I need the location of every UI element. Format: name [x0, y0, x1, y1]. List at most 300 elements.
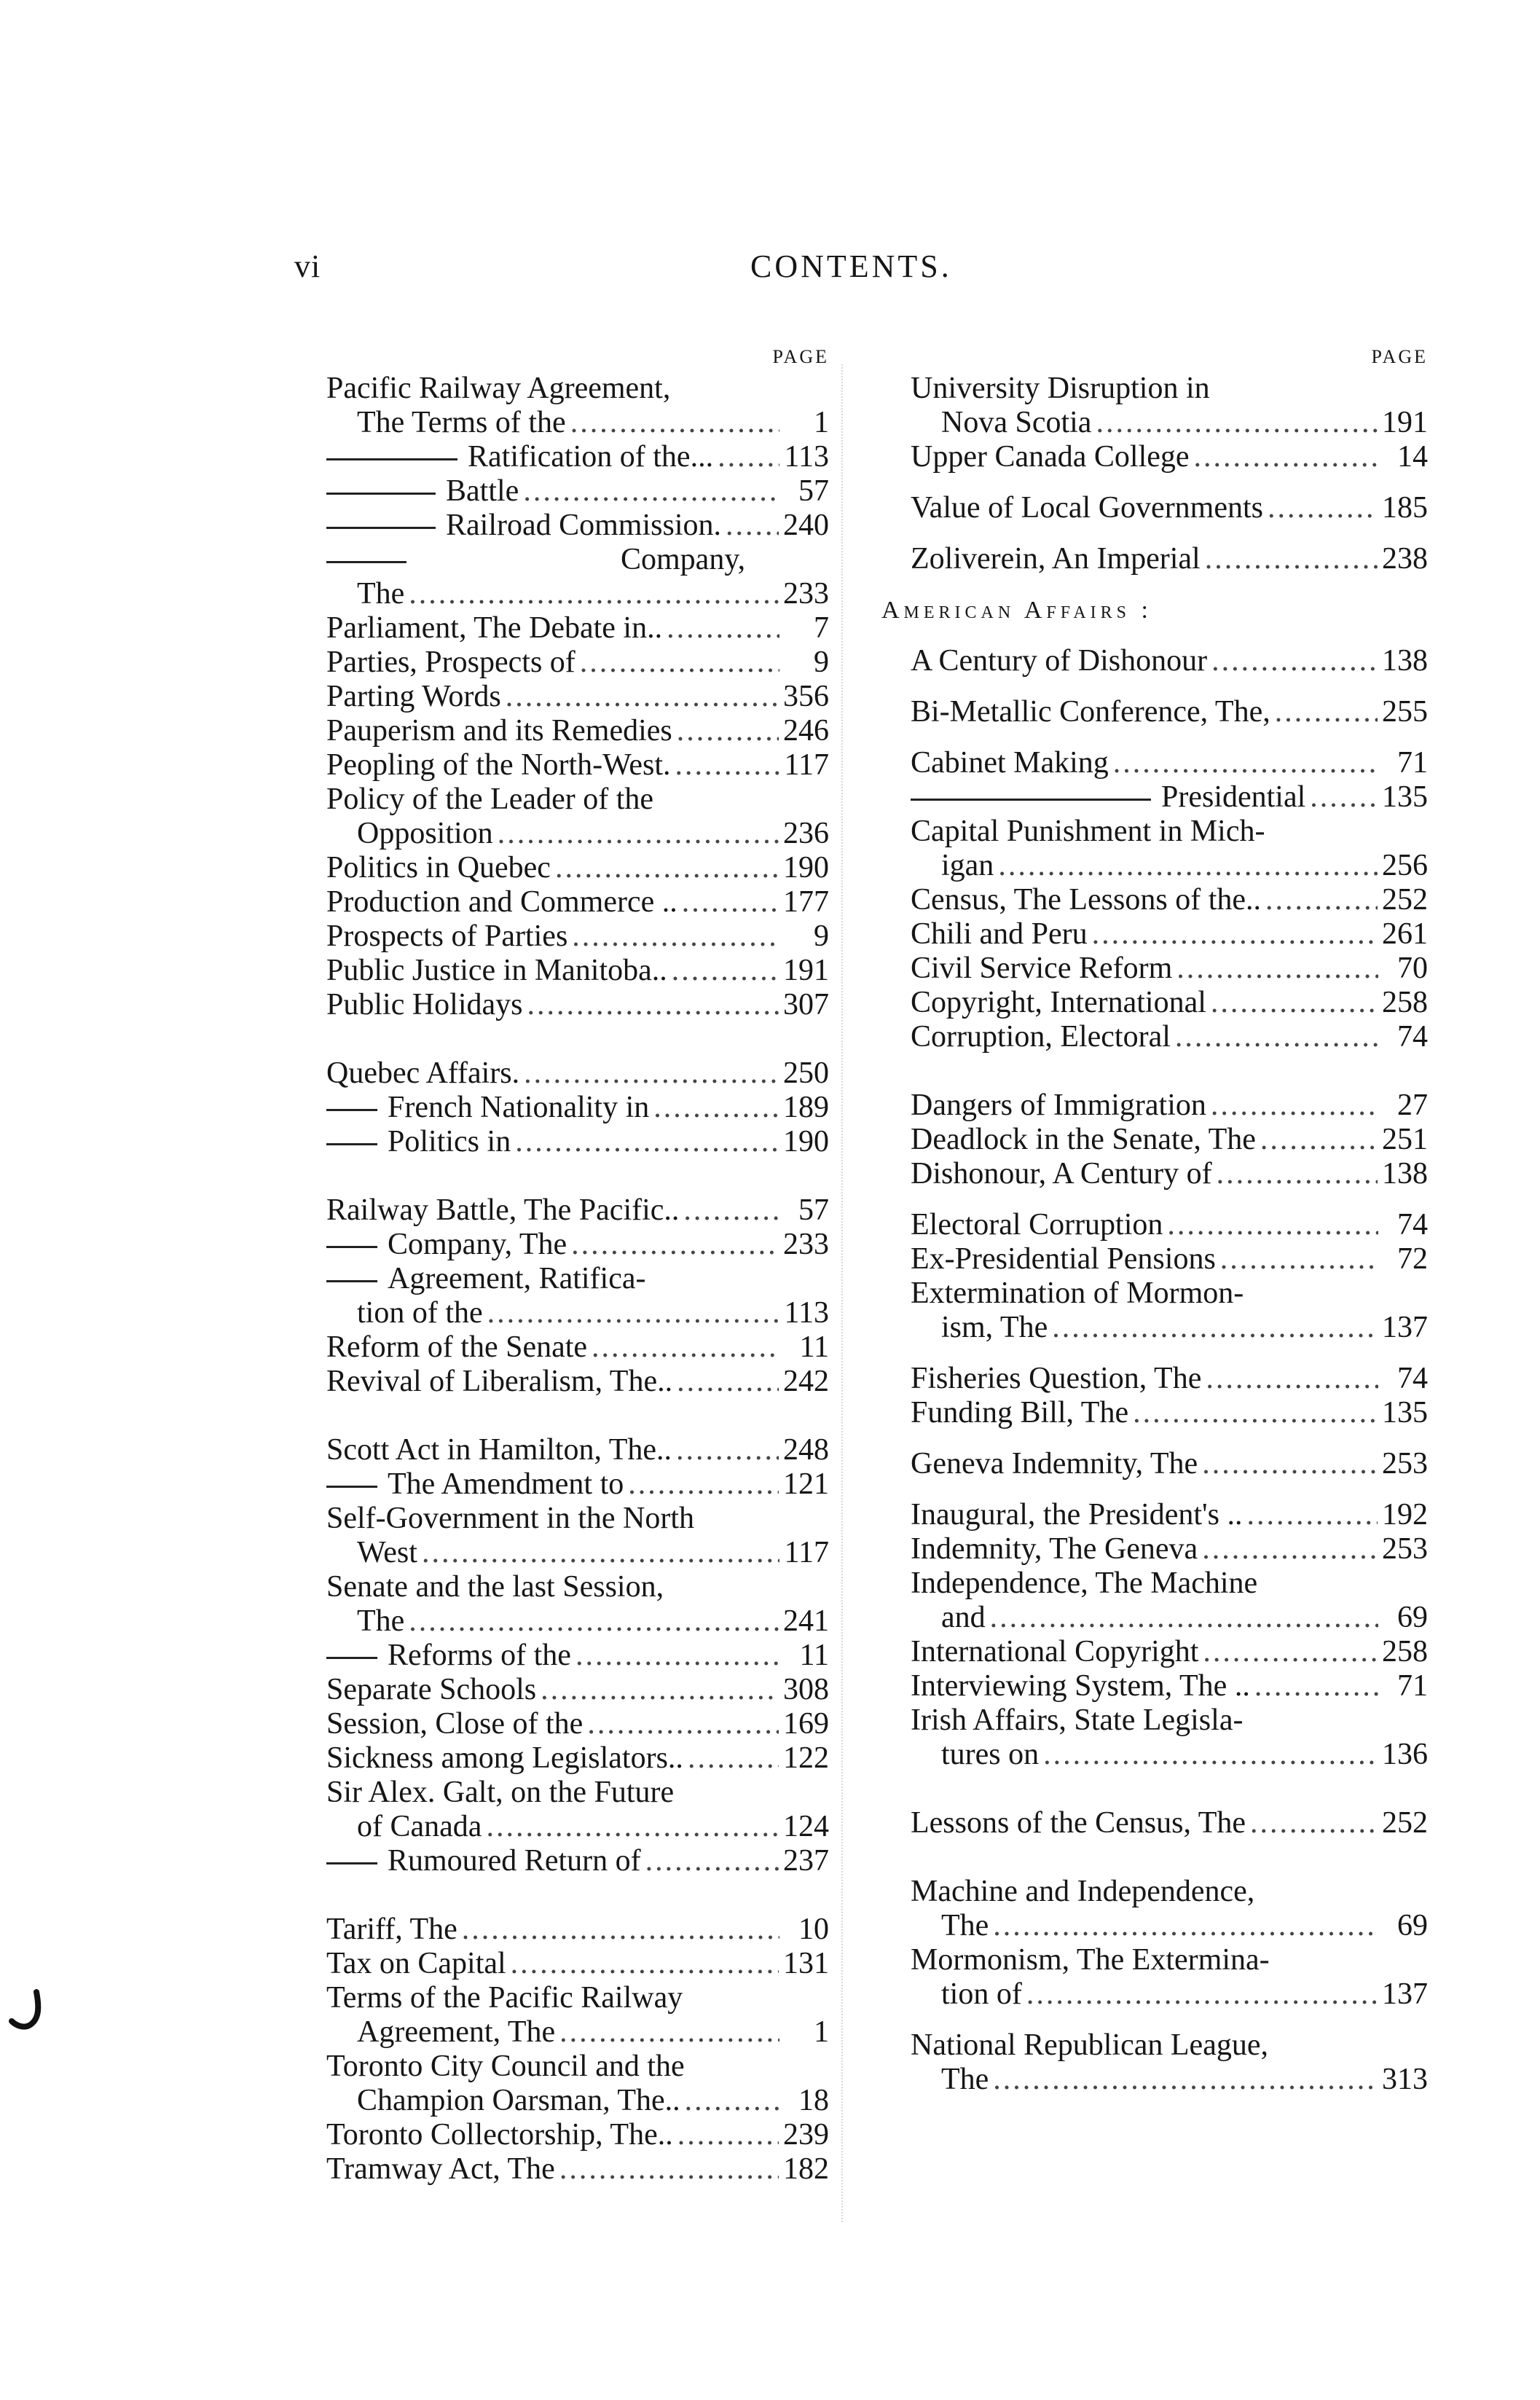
- ditto-dash: [326, 1246, 377, 1248]
- entry-page-number: 241: [783, 1604, 829, 1638]
- entry-label: [326, 1947, 506, 1981]
- entry-label: [326, 2084, 680, 2118]
- leader-dots: [675, 748, 779, 783]
- index-entry: [911, 1277, 1428, 1311]
- entry-title: Separate Schools: [326, 1673, 537, 1706]
- index-entry: [911, 986, 1428, 1020]
- entry-page-number: 169: [783, 1707, 829, 1741]
- index-entry: [326, 1228, 829, 1262]
- entry-label: [326, 1502, 694, 1536]
- leader-dots: [541, 1673, 779, 1707]
- leader-dots: [487, 1296, 779, 1330]
- entry-title: Geneva Indemnity, The: [911, 1447, 1198, 1481]
- entry-title: Extermination of Mormon-: [911, 1277, 1244, 1310]
- entry-title: Civil Service Reform: [911, 952, 1173, 985]
- entry-title: Parting Words: [326, 680, 501, 713]
- index-entry: [911, 952, 1428, 986]
- page-column-heading: PAGE: [772, 346, 829, 367]
- index-entry: [911, 1635, 1428, 1669]
- entry-label: [326, 885, 677, 919]
- entry-label: [326, 2050, 685, 2084]
- entry-title: Upper Canada College: [911, 440, 1190, 474]
- entry-title: Nova Scotia: [941, 406, 1092, 439]
- entry-title: igan: [941, 849, 994, 882]
- entry-title: Toronto Collectorship, The..: [326, 2118, 673, 2152]
- entry-spacer: [911, 1481, 1428, 1498]
- entry-label: [911, 1157, 1212, 1191]
- entry-page-number: 74: [1397, 1208, 1428, 1242]
- entry-label: [326, 440, 713, 474]
- index-entry: [911, 644, 1428, 678]
- leader-dots: [1260, 1123, 1378, 1157]
- leader-dots: [672, 954, 779, 988]
- index-entry: [326, 1707, 829, 1741]
- leader-dots: [1202, 1447, 1378, 1481]
- entry-label: [326, 919, 567, 954]
- entry-title: Policy of the Leader of the: [326, 783, 653, 816]
- index-entry: [326, 1502, 829, 1536]
- entry-title: Independence, The Machine: [911, 1566, 1258, 1600]
- index-entry: [326, 577, 829, 611]
- entry-label: [911, 406, 1091, 440]
- entry-label: [911, 883, 1261, 917]
- index-entry: [326, 646, 829, 680]
- index-entry: [326, 988, 829, 1022]
- index-entry: [326, 1810, 829, 1844]
- index-entry: [326, 1262, 829, 1296]
- entry-page-number: 182: [783, 2152, 829, 2186]
- entry-label: [911, 1669, 1250, 1703]
- index-entry: [326, 1947, 829, 1981]
- entry-label: [326, 1536, 417, 1570]
- entry-title: Prospects of Parties: [326, 919, 568, 953]
- entry-spacer: [911, 1840, 1428, 1875]
- entry-label: [911, 1242, 1216, 1277]
- entry-page-number: 137: [1382, 1311, 1428, 1344]
- entry-label: [326, 783, 653, 817]
- entry-title: Sir Alex. Galt, on the Future: [326, 1776, 675, 1809]
- leader-dots: [1096, 406, 1378, 440]
- index-entry: [326, 714, 829, 748]
- leader-dots: [571, 1228, 779, 1262]
- index-entry: [911, 883, 1428, 917]
- entry-page-number: 233: [783, 1228, 829, 1261]
- leader-dots: [486, 1810, 779, 1844]
- entry-title: Ex-Presidential Pensions: [911, 1242, 1216, 1276]
- index-entry: [326, 1091, 829, 1125]
- entry-page-number: 233: [783, 577, 829, 611]
- entry-title: Quebec Affairs.: [326, 1056, 520, 1090]
- entry-page-number: 131: [783, 1947, 829, 1980]
- index-entry: [326, 2015, 829, 2050]
- leader-dots: [683, 1193, 779, 1228]
- entry-title: Ratification of the...: [468, 440, 714, 474]
- entry-label: [911, 986, 1206, 1020]
- entry-page-number: 74: [1397, 1020, 1428, 1054]
- entry-label: [326, 2118, 673, 2152]
- entry-label: [911, 1396, 1128, 1430]
- entry-label: [911, 1875, 1254, 1909]
- leader-dots: [628, 1467, 779, 1502]
- entry-label: [326, 954, 667, 988]
- index-entry: [911, 917, 1428, 952]
- entry-page-number: 71: [1397, 1669, 1428, 1703]
- entry-title: University Disruption in: [911, 372, 1210, 405]
- entry-label: [326, 1673, 536, 1707]
- leader-dots: [1133, 1396, 1378, 1430]
- index-entry: [911, 1396, 1428, 1430]
- entry-title: International Copyright: [911, 1635, 1199, 1668]
- index-entry: [911, 2063, 1428, 2097]
- entry-page-number: 70: [1397, 952, 1428, 985]
- entry-page-number: 177: [783, 885, 829, 919]
- ditto-dash: [326, 1109, 377, 1111]
- entry-page-number: 185: [1382, 491, 1428, 525]
- entry-title: Senate and the last Session,: [326, 1570, 664, 1604]
- leader-dots: [645, 1844, 779, 1878]
- entry-label: [326, 646, 575, 680]
- entry-spacer: [911, 729, 1428, 746]
- entry-label: [326, 1570, 664, 1604]
- page-number: vi: [294, 248, 321, 284]
- leader-dots: [1265, 883, 1378, 917]
- leader-dots: [1176, 952, 1378, 986]
- entry-label: [326, 1433, 672, 1467]
- leader-dots: [1211, 644, 1378, 678]
- entry-page-number: 71: [1397, 746, 1428, 780]
- leader-dots: [1202, 1532, 1378, 1566]
- entry-page-number: 72: [1397, 1242, 1428, 1276]
- entry-label: [911, 1601, 986, 1635]
- entry-page-number: 191: [783, 954, 829, 987]
- index-entry: [326, 1056, 829, 1091]
- entry-title: Opposition: [357, 817, 493, 850]
- leader-dots: [677, 714, 779, 748]
- entry-title: Sickness among Legislators..: [326, 1741, 683, 1775]
- entry-label: [911, 491, 1263, 525]
- entry-title: Revival of Liberalism, The..: [326, 1365, 673, 1398]
- index-entry: [326, 406, 829, 440]
- index-entry: [911, 2028, 1428, 2063]
- entry-title: Public Justice in Manitoba..: [326, 954, 667, 987]
- entry-page-number: 57: [798, 1193, 829, 1227]
- entry-page-number: 138: [1382, 1157, 1428, 1191]
- entry-title: Chili and Peru: [911, 917, 1088, 951]
- entry-title: Value of Local Governments: [911, 491, 1264, 525]
- index-entry: [326, 1673, 829, 1707]
- entry-page-number: 124: [783, 1810, 829, 1843]
- entry-page-number: 74: [1397, 1362, 1428, 1395]
- ditto-dash: [326, 1862, 377, 1864]
- index-entry: [326, 851, 829, 885]
- leader-dots: [685, 2084, 779, 2118]
- entry-page-number: 248: [783, 1433, 829, 1467]
- entry-label: [326, 1844, 641, 1878]
- entry-title: National Republican League,: [911, 2028, 1268, 2062]
- entry-label: [911, 1738, 1039, 1772]
- entry-label: [326, 406, 566, 440]
- leader-dots: [1043, 1738, 1378, 1772]
- entry-page-number: 136: [1382, 1738, 1428, 1771]
- entry-page-number: 27: [1397, 1089, 1428, 1122]
- entry-title: French Nationality in: [388, 1091, 650, 1124]
- entry-page-number: 121: [783, 1467, 829, 1501]
- entry-label: [911, 1311, 1048, 1345]
- entry-title: Pauperism and its Remedies: [326, 714, 672, 748]
- entry-title: Bi-Metallic Conference, The,: [911, 695, 1270, 729]
- entry-label: [326, 509, 721, 543]
- entry-label: [911, 695, 1270, 729]
- index-entry: [911, 780, 1428, 815]
- entry-page-number: 191: [1382, 406, 1428, 439]
- entry-label: [326, 543, 745, 577]
- entry-page-number: 236: [783, 817, 829, 850]
- leader-dots: [587, 1707, 779, 1741]
- entry-title: Production and Commerce ..: [326, 885, 677, 919]
- index-column-right: [881, 342, 1428, 2097]
- margin-pencil-mark: [7, 1989, 58, 2033]
- entry-title: Public Holidays: [326, 988, 523, 1021]
- ditto-dash: [326, 561, 406, 563]
- ditto-dash: [326, 493, 436, 495]
- entry-title: Scott Act in Hamilton, The..: [326, 1433, 672, 1467]
- entry-label: [326, 611, 662, 646]
- entry-title: Tramway Act, The: [326, 2152, 555, 2186]
- index-entry: [326, 954, 829, 988]
- entry-label: [911, 1909, 989, 1943]
- entry-spacer: [911, 474, 1428, 491]
- index-entry: [911, 1157, 1428, 1191]
- entry-title: Irish Affairs, State Legisla-: [911, 1703, 1244, 1737]
- entry-page-number: 253: [1382, 1532, 1428, 1566]
- index-entry: [326, 1467, 829, 1502]
- leader-dots: [1206, 1362, 1378, 1396]
- entry-page-number: 356: [783, 680, 829, 713]
- leader-dots: [1026, 1977, 1378, 2012]
- index-entry: [911, 1020, 1428, 1054]
- entry-label: [911, 1362, 1201, 1396]
- entry-title: The Amendment to: [388, 1467, 624, 1501]
- leader-dots: [1175, 1020, 1378, 1054]
- entry-title: Champion Oarsman, The..: [357, 2084, 680, 2117]
- entry-label: [911, 440, 1190, 474]
- entry-page-number: 240: [783, 509, 829, 542]
- entry-spacer: [911, 1345, 1428, 1362]
- entry-title: Self-Government in the North: [326, 1502, 695, 1535]
- leader-dots: [677, 2118, 779, 2152]
- entry-page-number: 252: [1382, 883, 1428, 917]
- leader-dots: [524, 1056, 779, 1091]
- index-entry: [911, 1669, 1428, 1703]
- index-entry: [326, 1741, 829, 1776]
- entry-page-number: 258: [1382, 1635, 1428, 1668]
- entry-page-number: 255: [1382, 695, 1428, 729]
- leader-dots: [422, 1536, 779, 1570]
- entry-title: ism, The: [941, 1311, 1048, 1344]
- ditto-dash: [911, 799, 1151, 801]
- index-entry: [326, 440, 829, 474]
- entry-title: Reform of the Senate: [326, 1330, 588, 1364]
- entry-title: Railway Battle, The Pacific..: [326, 1193, 680, 1227]
- entry-label: [911, 917, 1088, 952]
- index-entry: [911, 1498, 1428, 1532]
- index-entry: [326, 1433, 829, 1467]
- entry-page-number: 1: [814, 406, 829, 439]
- entry-title: West: [357, 1536, 417, 1569]
- entry-label: [911, 2028, 1268, 2063]
- entry-page-number: 14: [1397, 440, 1428, 474]
- entry-label: [911, 1635, 1198, 1669]
- index-column-left: [326, 342, 829, 2187]
- entry-title: tion of: [941, 1977, 1022, 2011]
- entry-label: [326, 1604, 404, 1639]
- entry-label: [911, 1977, 1022, 2012]
- leader-dots: [523, 474, 779, 509]
- entry-page-number: 57: [798, 474, 829, 508]
- entry-label: [911, 780, 1305, 815]
- entry-title: Funding Bill, The: [911, 1396, 1129, 1430]
- leader-dots: [1092, 917, 1378, 952]
- index-entry: [326, 680, 829, 714]
- index-entry: [326, 1639, 829, 1673]
- entry-label: [911, 1566, 1257, 1601]
- entry-spacer: [326, 1878, 829, 1913]
- ditto-dash: [326, 458, 457, 460]
- entry-label: [326, 1810, 482, 1844]
- leader-dots: [1220, 1242, 1378, 1277]
- entry-title: Parties, Prospects of: [326, 646, 575, 679]
- index-entry: [326, 1981, 829, 2015]
- entry-page-number: 190: [783, 851, 829, 885]
- entry-title: The Terms of the: [357, 406, 566, 439]
- entry-spacer: [911, 1772, 1428, 1806]
- entry-label: [326, 748, 671, 783]
- entry-page-number: 251: [1382, 1123, 1428, 1156]
- entry-spacer: [911, 576, 1428, 593]
- leader-dots: [998, 849, 1378, 883]
- entry-title: Battle: [446, 474, 519, 508]
- running-title: CONTENTS.: [750, 248, 952, 284]
- entry-label: [911, 2063, 989, 2097]
- leader-dots: [1205, 542, 1378, 576]
- leader-dots: [667, 611, 779, 646]
- entry-page-number: 192: [1382, 1498, 1428, 1532]
- entry-page-number: 258: [1382, 986, 1428, 1019]
- leader-dots: [993, 1909, 1378, 1943]
- leader-dots: [1203, 1635, 1378, 1669]
- entry-page-number: 246: [783, 714, 829, 748]
- leader-dots: [462, 1913, 779, 1947]
- entry-label: [911, 1208, 1163, 1242]
- leader-dots: [409, 577, 779, 611]
- entry-title: Indemnity, The Geneva: [911, 1532, 1198, 1566]
- entry-title: Mormonism, The Extermina-: [911, 1943, 1270, 1977]
- entry-label: [326, 2015, 555, 2050]
- entry-label: [326, 1091, 649, 1125]
- entry-label: [326, 817, 493, 851]
- entry-label: [911, 1447, 1198, 1481]
- entry-page-number: 9: [814, 919, 829, 953]
- leader-dots: [726, 509, 779, 543]
- index-entry: [326, 1193, 829, 1228]
- index-entry: [326, 474, 829, 509]
- index-entry: [326, 611, 829, 646]
- entry-page-number: 7: [814, 611, 829, 645]
- leader-dots: [409, 1604, 779, 1639]
- index-entry: [911, 1738, 1428, 1772]
- entry-label: [326, 1056, 519, 1091]
- entry-title: Electoral Corruption: [911, 1208, 1163, 1242]
- entry-page-number: 11: [799, 1639, 829, 1672]
- entry-page-number: 256: [1382, 849, 1428, 882]
- entry-page-number: 10: [798, 1913, 829, 1946]
- index-entry: [911, 849, 1428, 883]
- leader-dots: [527, 988, 779, 1022]
- entry-page-number: 307: [783, 988, 829, 1021]
- index-entry: [326, 1776, 829, 1810]
- entry-label: [326, 1776, 674, 1810]
- index-entry: [911, 1311, 1428, 1345]
- entry-label: [326, 714, 672, 748]
- index-entry: [326, 1296, 829, 1330]
- index-entry: [326, 1913, 829, 1947]
- index-entry: [326, 885, 829, 919]
- index-entry: [326, 2084, 829, 2118]
- entry-page-number: 1: [814, 2015, 829, 2049]
- leader-dots: [1275, 695, 1378, 729]
- entry-label: [326, 988, 523, 1022]
- entry-spacer: [911, 678, 1428, 695]
- entry-page-number: 190: [783, 1125, 829, 1158]
- leader-dots: [688, 1741, 779, 1776]
- leader-dots: [559, 2152, 779, 2187]
- index-entry: [911, 440, 1428, 474]
- entry-label: [326, 1981, 683, 2015]
- index-entry: [911, 1943, 1428, 1977]
- entry-page-number: 308: [783, 1673, 829, 1706]
- entry-label: [911, 1532, 1198, 1566]
- index-entry: [911, 1208, 1428, 1242]
- leader-dots: [1254, 1669, 1378, 1703]
- index-entry: [911, 1909, 1428, 1943]
- entry-spacer: [911, 2012, 1428, 2028]
- leader-dots: [580, 646, 779, 680]
- entry-label: [326, 1741, 683, 1776]
- entry-label: [326, 851, 551, 885]
- entry-page-number: 261: [1382, 917, 1428, 951]
- entry-label: [911, 952, 1172, 986]
- entry-title: Dangers of Immigration: [911, 1089, 1206, 1122]
- index-entry: [326, 2152, 829, 2187]
- entry-label: [326, 1262, 646, 1296]
- ditto-dash: [326, 527, 436, 529]
- entry-title: of Canada: [357, 1810, 482, 1843]
- index-entry: [326, 2118, 829, 2152]
- leader-dots: [1211, 1089, 1378, 1123]
- entry-title: Pacific Railway Agreement,: [326, 372, 671, 405]
- entry-label: [911, 1806, 1246, 1840]
- entry-title: Company, The: [388, 1228, 567, 1261]
- entry-page-number: 238: [1382, 542, 1428, 576]
- index-entry: [326, 919, 829, 954]
- entry-title: The: [941, 2063, 989, 2096]
- index-entry: [326, 509, 829, 543]
- entry-title: Politics in: [388, 1125, 511, 1158]
- index-entry: [326, 372, 829, 406]
- entry-label: [911, 644, 1207, 678]
- column-gutter-rule: [841, 364, 843, 2222]
- index-entry: [911, 1875, 1428, 1909]
